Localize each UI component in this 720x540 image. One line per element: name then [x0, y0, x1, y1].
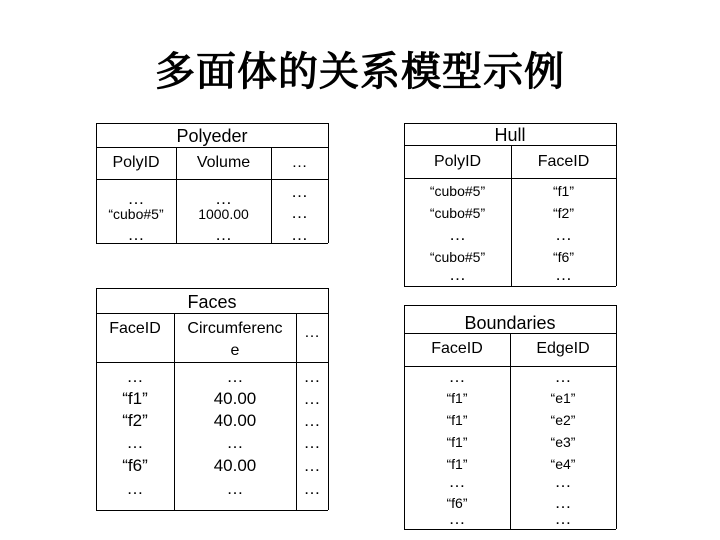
faces-cell: “f6” — [122, 456, 148, 475]
faces-header-underline — [96, 362, 328, 363]
boundaries-header-faceid: FaceID — [431, 340, 483, 357]
faces-cell: … — [303, 367, 321, 386]
hull-cell: … — [449, 265, 466, 284]
boundaries-cell: … — [448, 472, 466, 491]
boundaries-cell: “f1” — [446, 456, 468, 472]
polyeder-right-border — [328, 123, 329, 243]
boundaries-cell: … — [554, 509, 572, 528]
polyeder-cell: … — [127, 225, 145, 244]
hull-header-polyid: PolyID — [433, 153, 482, 170]
polyeder-top-border — [96, 123, 328, 124]
faces-cell: 40.00 — [213, 411, 257, 430]
boundaries-cell: … — [448, 509, 466, 528]
faces-cell: “f1” — [122, 389, 148, 408]
boundaries-header-edgeid: EdgeID — [536, 340, 590, 357]
polyeder-cell: 1000.00 — [198, 206, 249, 222]
faces-cell: … — [303, 479, 321, 498]
polyeder-header-more: … — [291, 154, 308, 171]
boundaries-top-border — [404, 305, 616, 306]
hull-cell: “cubo#5” — [429, 183, 486, 199]
polyeder-table-name: Polyeder — [176, 126, 248, 146]
polyeder-name-underline — [96, 147, 328, 148]
boundaries-cell: “e1” — [550, 390, 576, 406]
faces-cell: … — [303, 456, 321, 475]
polyeder-header-volume: Volume — [196, 154, 251, 171]
faces-cell: … — [226, 433, 244, 452]
faces-header-more: … — [304, 324, 320, 341]
boundaries-cell: “f1” — [446, 390, 468, 406]
boundaries-cell: “e3” — [550, 434, 576, 450]
faces-cell: … — [126, 479, 144, 498]
polyeder-header-polyid: PolyID — [112, 154, 160, 171]
boundaries-table-name: Boundaries — [464, 313, 556, 333]
hull-cell: “cubo#5” — [429, 249, 486, 265]
faces-cell: … — [126, 433, 144, 452]
polyeder-cell: … — [291, 203, 308, 222]
faces-right-border — [328, 288, 329, 510]
faces-name-underline — [96, 313, 328, 314]
faces-cell: 40.00 — [213, 389, 257, 408]
hull-header-faceid: FaceID — [537, 153, 590, 170]
hull-cell: … — [449, 225, 466, 244]
polyeder-cell: … — [291, 182, 308, 201]
hull-cell: … — [555, 225, 572, 244]
page-title: 多面体的关系模型示例 — [155, 49, 565, 95]
faces-bottom-border — [96, 510, 328, 511]
hull-cell: “f6” — [553, 249, 574, 265]
boundaries-cell: … — [554, 493, 572, 512]
hull-top-border — [404, 123, 616, 124]
hull-cell: “f2” — [553, 205, 574, 221]
faces-top-border — [96, 288, 328, 289]
polyeder-cell: … — [291, 225, 308, 244]
hull-right-border — [616, 123, 617, 286]
faces-cell: “f2” — [122, 411, 148, 430]
boundaries-cell: … — [448, 367, 466, 386]
polyeder-cell: … — [215, 189, 232, 208]
boundaries-cell: … — [554, 472, 572, 491]
hull-name-underline — [404, 145, 616, 146]
faces-table-name: Faces — [187, 292, 237, 312]
hull-table-name: Hull — [494, 125, 526, 145]
polyeder-cell: … — [215, 225, 232, 244]
boundaries-cell: “e4” — [550, 456, 576, 472]
faces-cell: … — [303, 389, 321, 408]
faces-header-circumference: Circumferenc e — [187, 320, 283, 359]
polyeder-cell: “cubo#5” — [108, 206, 164, 222]
hull-header-underline — [404, 178, 616, 179]
faces-cell: … — [226, 367, 244, 386]
boundaries-cell: “e2” — [550, 412, 576, 428]
faces-cell: … — [226, 479, 244, 498]
faces-cell: 40.00 — [213, 456, 257, 475]
faces-header-faceid: FaceID — [109, 320, 161, 337]
hull-cell: “cubo#5” — [429, 205, 486, 221]
hull-cell: “f1” — [553, 183, 574, 199]
boundaries-right-border — [616, 305, 617, 529]
boundaries-cell: “f6” — [446, 495, 468, 511]
polyeder-cell: … — [127, 189, 145, 208]
faces-cell: … — [303, 411, 321, 430]
faces-cell: … — [126, 367, 144, 386]
faces-cell: … — [303, 433, 321, 452]
polyeder-header-underline — [96, 179, 328, 180]
boundaries-cell: “f1” — [446, 434, 468, 450]
boundaries-cell: “f1” — [446, 412, 468, 428]
hull-cell: … — [555, 265, 572, 284]
boundaries-cell: … — [554, 367, 572, 386]
